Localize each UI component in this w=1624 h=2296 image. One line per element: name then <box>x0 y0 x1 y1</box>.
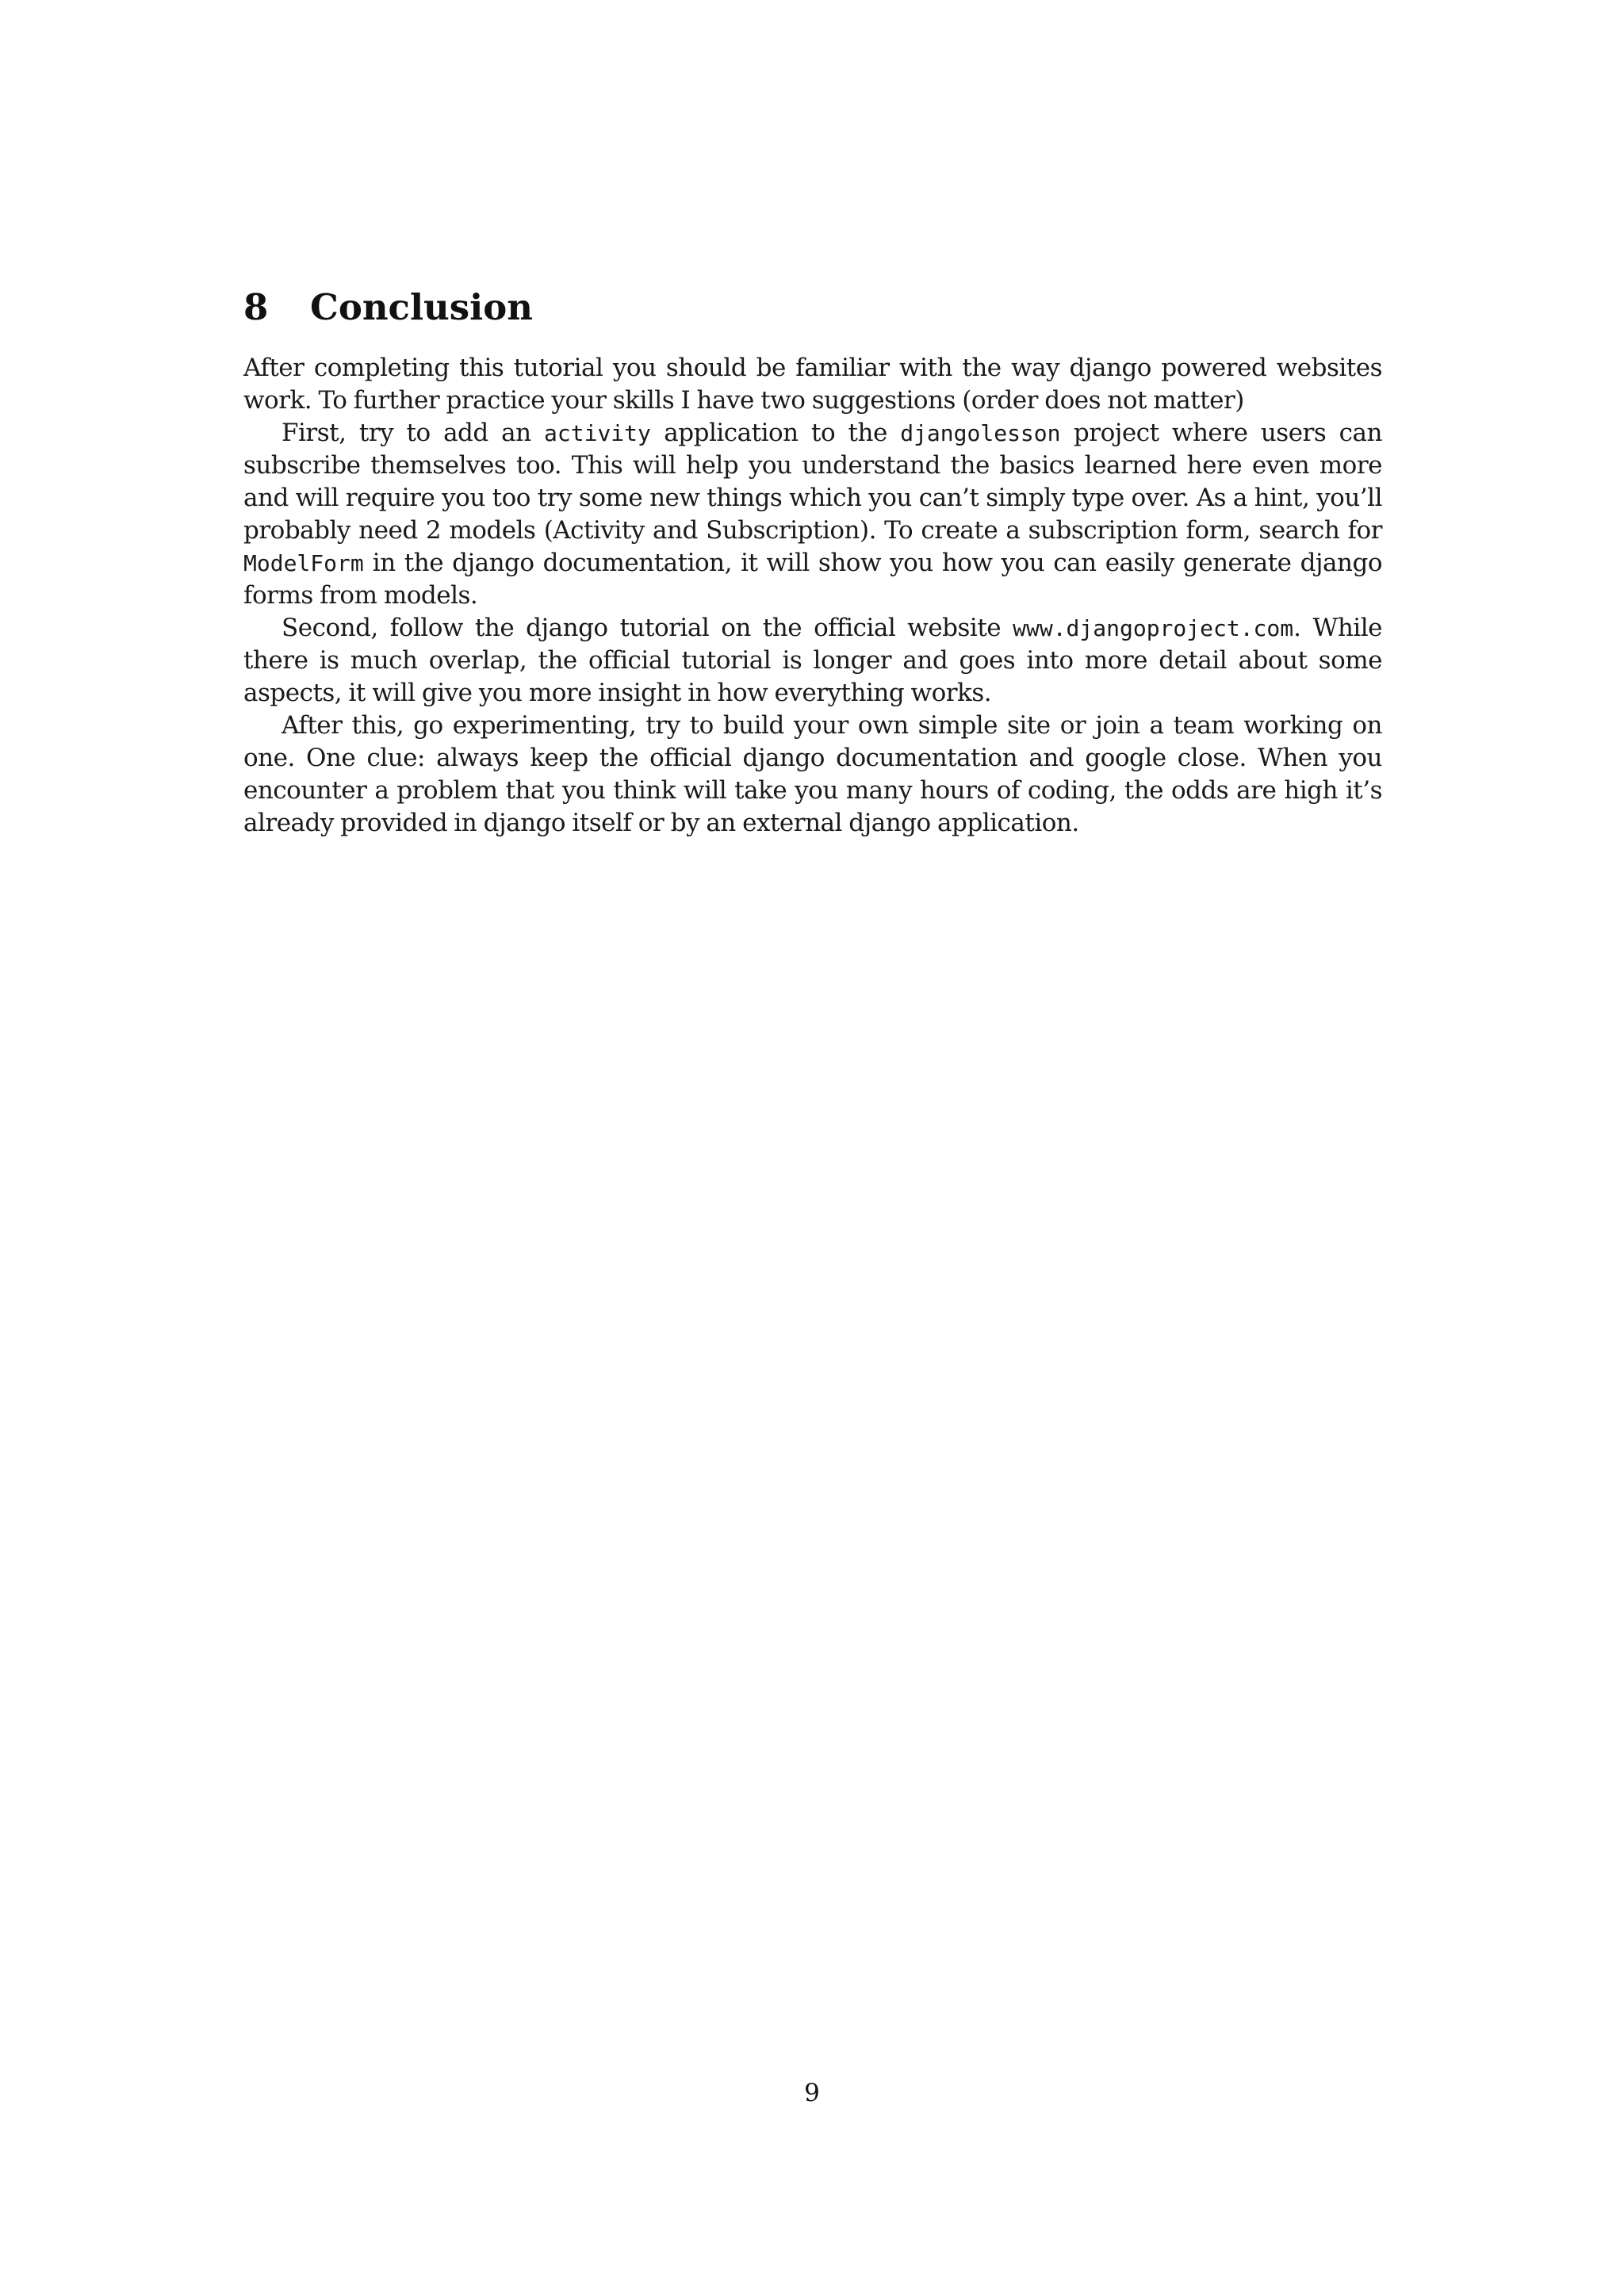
text-run: project where users can subscribe themselves too. This will help you understand the basics learned here even more and will require you too try some new things which you can’t simply type over. As a hint, you’ll probably need 2 models (Activity and Subscription). To create a subscription form, search for <box>243 419 1382 545</box>
text-run: application to the <box>650 419 901 447</box>
section-number: 8 <box>243 286 269 328</box>
text-run: First, try to add an <box>282 419 545 447</box>
section-title: Conclusion <box>310 286 533 328</box>
text-run: in the django documentation, it will show you how you can easily generate django forms from models. <box>243 549 1382 610</box>
text-run: Second, follow the django tutorial on the official website <box>282 614 1013 642</box>
paragraph-closing: After this, go experimenting, try to build your own simple site or join a team working on one. One clue: always keep the official django documentation and google close. When you encounter a problem that you think will take you many hours of coding, the odds are high it’s already provided in django itself or by an external django application. <box>243 711 1382 837</box>
code-djangolesson: djangolesson <box>900 420 1061 446</box>
paragraph-intro: After completing this tutorial you should be familiar with the way django powered websites work. To further practice your skills I have two suggestions (order does not matter) <box>243 354 1382 415</box>
section-heading <box>243 285 1382 330</box>
text-run: . While there is much overlap, the official tutorial is longer and goes into more detail about some aspects, it will give you more insight in how everything works. <box>243 614 1382 707</box>
paragraph-activity-suggestion <box>243 417 1382 612</box>
code-activity: activity <box>544 420 651 446</box>
code-modelform: ModelForm <box>243 550 364 576</box>
page-content <box>243 285 1382 840</box>
code-website-url: www.djangoproject.com <box>1013 615 1294 641</box>
page-number: 9 <box>804 2079 820 2107</box>
paragraph-tutorial-suggestion <box>243 612 1382 710</box>
